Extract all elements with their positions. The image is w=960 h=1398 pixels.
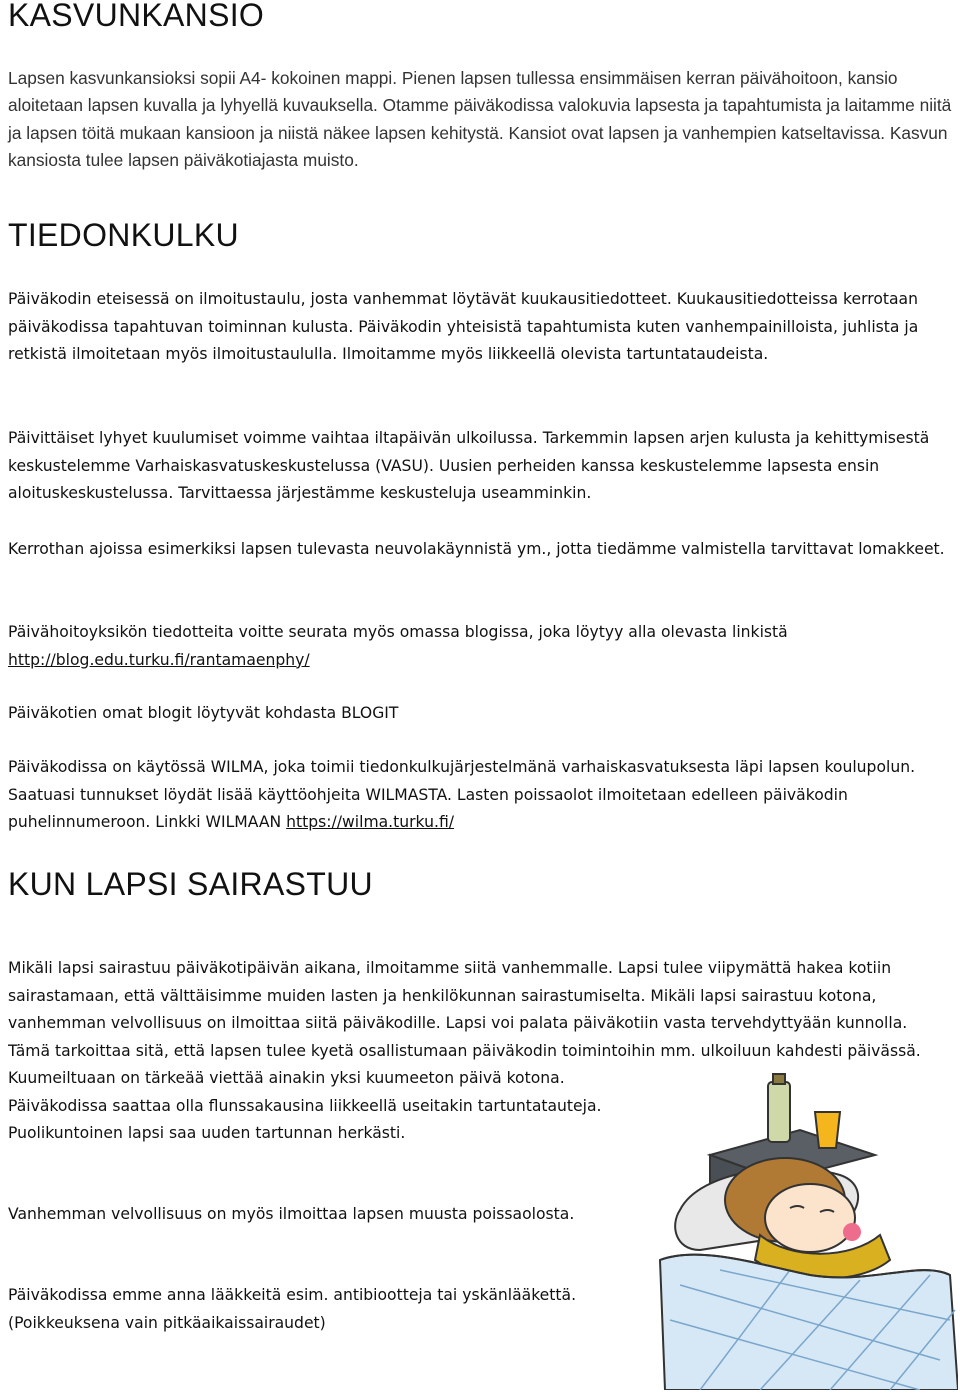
sairastuu-paragraph-1a (8, 955, 953, 1065)
sairastuu-paragraph-3: Päiväkodissa emme anna lääkkeitä esim. antibiootteja tai yskänlääkettä. (Poikkeuksena vain pitkäaikaissairaudet) (8, 1286, 577, 1332)
tiedonkulku-paragraph-1: Päiväkodin eteisessä on ilmoitustaulu, josta vanhemmat löytävät kuukausitiedotteet. Kuukausitiedotteissa kerrotaan päiväkodissa tapahtuvan toiminnan kulusta. Päiväkodin yhteisistä tapahtumista kuten vanhempainilloista, juhlista ja retkistä ilmoitetaan myös ilmoitustaululla. Ilmoitamme myös liikkeellä olevista tartuntataudeista. (8, 290, 919, 363)
tiedonkulku-paragraph-5: Päiväkotien omat blogit löytyvät kohdasta BLOGIT (8, 704, 399, 722)
tiedonkulku-paragraph-4 (8, 619, 953, 674)
sairastuu-paragraph-1: Mikäli lapsi sairastuu päiväkotipäivän aikana, ilmoitamme siitä vanhemmalle. Lapsi tulee viipymättä hakea kotiin sairastamaan, että välttäisimme muiden lasten ja henkilökunnan sairastumiselta. Mikäli lapsi sairastuu kotona, vanhemman velvollisuus on ilmoittaa siitä päiväkodille. Lapsi voi palata päiväkotiin vasta tervehdyttyään kunnolla. Tämä tarkoittaa sitä, että lapsen tulee kyetä osallistumaan päiväkodin toimintoihin mm. ulkoiluun kahdesti päivässä. (8, 959, 921, 1060)
sairastuu-continuation-box (8, 1065, 618, 1175)
heading-kun-lapsi-sairastuu: KUN LAPSI SAIRASTUU (8, 866, 373, 902)
tiedonkulku-paragraph-3: Kerrothan ajoissa esimerkiksi lapsen tulevasta neuvolakäynnistä ym., jotta tiedämme valmistella tarvittavat lomakkeet. (8, 540, 945, 558)
tiedonkulku-paragraph-6 (8, 754, 953, 837)
heading-tiedonkulku: TIEDONKULKU (8, 217, 239, 253)
kasvunkansio-paragraph: Lapsen kasvunkansioksi sopii A4- kokoinen mappi. Pienen lapsen tullessa ensimmäisen kerran päivähoitoon, kansio aloitetaan lapsen kuvalla ja lyhyellä kuvauksella. Otamme päiväkodissa valokuvia lapsesta ja tapahtumista ja laitamme niitä ja lapsen töitä mukaan kansioon ja niistä näkee lapsen kehitystä. Kansiot ovat lapsen ja vanhempien katseltavissa. Kasvun kansiosta tulee lapsen päiväkotiajasta muisto. (8, 68, 952, 171)
tiedonkulku-paragraph-2: Päivittäiset lyhyet kuulumiset voimme vaihtaa iltapäivän ulkoilussa. Tarkemmin lapsen arjen kulusta ja kehittymisestä keskustelemme Varhaiskasvatuskeskustelussa (VASU). Uusien perheiden kanssa keskustelemme lapsesta ensin aloituskeskustelussa. Tarvittaessa järjestämme keskusteluja useamminkin. (8, 429, 930, 502)
sick-child-in-bed-illustration-icon (640, 1060, 958, 1390)
sairastuu-paragraph-1-cont: Kuumeiltuaan on tärkeää viettää ainakin yksi kuumeeton päivä kotona. Päiväkodissa saattaa olla flunssakausina liikkeellä useitakin tartuntatauteja. Puolikuntoinen lapsi saa uuden tartunnan herkästi. (8, 1069, 602, 1142)
sairastuu-paragraph-2: Vanhemman velvollisuus on myös ilmoittaa lapsen muusta poissaolosta. (8, 1205, 575, 1223)
wilma-text: Päiväkodissa on käytössä WILMA, joka toimii tiedonkulkujärjestelmänä varhaiskasvatuksesta läpi lapsen koulupolun. Saatuasi tunnukset löydät lisää käyttöohjeita WILMASTA. Lasten poissaolot ilmoitetaan edelleen päiväkodin puhelinnumeroon. Linkki WILMAAN (8, 758, 916, 831)
blog-link[interactable]: http://blog.edu.turku.fi/rantamaenphy/ (8, 650, 310, 669)
blog-intro-text: Päivähoitoyksikön tiedotteita voitte seurata myös omassa blogissa, joka löytyy alla olevasta linkistä (8, 623, 788, 641)
heading-kasvunkansio: KASVUNKANSIO (8, 0, 265, 33)
wilma-link[interactable]: https://wilma.turku.fi/ (286, 813, 455, 831)
